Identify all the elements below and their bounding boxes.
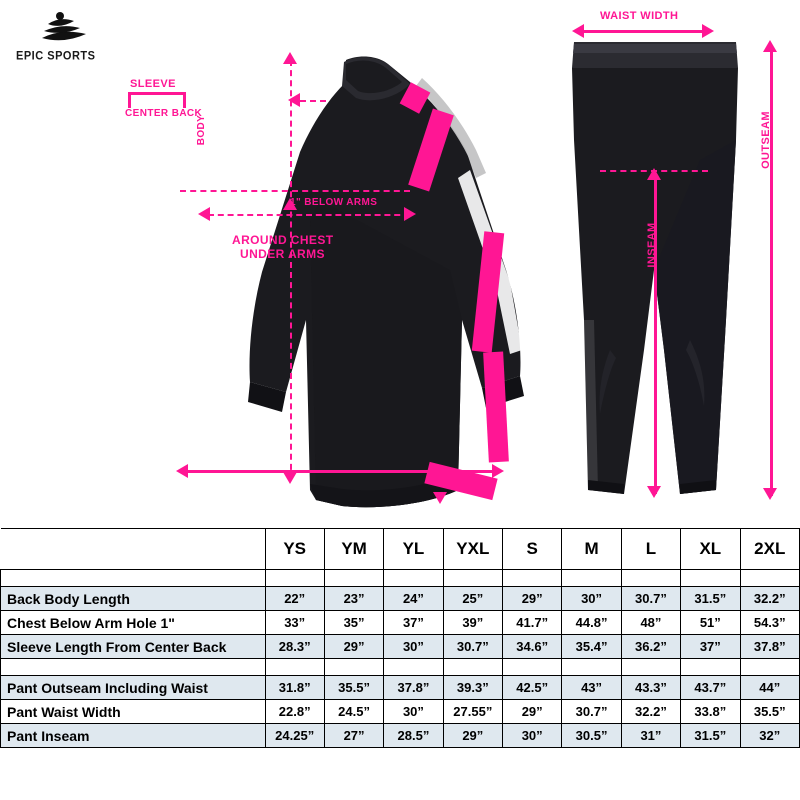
table-cell: 42.5” <box>503 676 562 700</box>
table-row <box>1 676 800 700</box>
spacer-cell <box>621 570 680 587</box>
logo-mark-icon <box>34 12 90 46</box>
spacer-cell <box>503 570 562 587</box>
sleeve-length-arrow-end <box>433 492 447 504</box>
table-cell: 22.8” <box>265 700 324 724</box>
table-row <box>1 724 800 748</box>
row-label: Pant Inseam <box>1 724 266 748</box>
spacer-cell <box>681 570 740 587</box>
back-body-length-arrow-bottom <box>283 472 297 484</box>
spacer-cell <box>384 659 443 676</box>
table-cell: 31.5” <box>681 587 740 611</box>
size-chart-table <box>0 528 800 748</box>
spacer-cell <box>681 659 740 676</box>
table-cell: 29” <box>503 700 562 724</box>
inseam-arrow-top <box>647 168 661 180</box>
spacer-cell <box>503 659 562 676</box>
table-cell: 43” <box>562 676 621 700</box>
table-cell: 27.55” <box>443 700 502 724</box>
table-spacer-row-middle <box>1 659 800 676</box>
spacer-cell <box>324 570 383 587</box>
table-cell: 30” <box>384 700 443 724</box>
spacer-cell <box>265 659 324 676</box>
back-body-length-line <box>290 60 292 480</box>
table-cell: 24.5” <box>324 700 383 724</box>
row-label: Chest Below Arm Hole 1" <box>1 611 266 635</box>
sleeve-bracket-left <box>128 92 131 108</box>
table-cell: 29” <box>324 635 383 659</box>
waist-width-label: WAIST WIDTH <box>600 10 679 22</box>
table-cell: 35.5” <box>324 676 383 700</box>
table-cell: 27” <box>324 724 383 748</box>
table-cell: 44” <box>740 676 800 700</box>
size-header-ym: YM <box>324 529 383 570</box>
outseam-arrow-top <box>763 40 777 52</box>
size-chart-header <box>1 529 800 570</box>
waist-width-arrow-right <box>702 24 714 38</box>
jacket-hem-arrow-left <box>176 464 188 478</box>
row-label: Pant Waist Width <box>1 700 266 724</box>
table-cell: 39.3” <box>443 676 502 700</box>
table-cell: 35.5” <box>740 700 800 724</box>
back-body-length-arrow-top <box>283 52 297 64</box>
row-label: Sleeve Length From Center Back <box>1 635 266 659</box>
spacer-cell <box>562 570 621 587</box>
table-cell: 43.7” <box>681 676 740 700</box>
table-spacer-row-top <box>1 570 800 587</box>
waist-width-line <box>582 30 708 33</box>
spacer-cell <box>384 570 443 587</box>
table-row <box>1 635 800 659</box>
jacket-hem-arrow-right <box>492 464 504 478</box>
size-header-s: S <box>503 529 562 570</box>
inseam-arrow-bottom <box>647 486 661 498</box>
table-cell: 24.25” <box>265 724 324 748</box>
table-cell: 30.7” <box>621 587 680 611</box>
table-cell: 30” <box>562 587 621 611</box>
size-header-l: L <box>621 529 680 570</box>
table-cell: 25” <box>443 587 502 611</box>
table-cell: 32.2” <box>621 700 680 724</box>
table-cell: 39” <box>443 611 502 635</box>
brand-name: EPIC SPORTS <box>16 49 96 63</box>
outseam-arrow-bottom <box>763 488 777 500</box>
jacket-graphic <box>110 20 530 528</box>
outseam-label: OUTSEAM <box>760 111 772 169</box>
table-cell: 37.8” <box>384 676 443 700</box>
table-row <box>1 587 800 611</box>
table-cell: 37.8” <box>740 635 800 659</box>
below-arms-line <box>180 190 410 192</box>
table-cell: 37” <box>384 611 443 635</box>
table-cell: 30.5” <box>562 724 621 748</box>
table-cell: 30.7” <box>443 635 502 659</box>
size-header-xl: XL <box>681 529 740 570</box>
table-cell: 37” <box>681 635 740 659</box>
table-row <box>1 700 800 724</box>
sleeve-bracket-top <box>128 92 186 95</box>
below-arms-label: 1" BELOW ARMS <box>290 197 378 208</box>
table-header-row <box>1 529 800 570</box>
table-cell: 28.3” <box>265 635 324 659</box>
table-cell: 29” <box>503 587 562 611</box>
table-cell: 30.7” <box>562 700 621 724</box>
spacer-cell <box>443 570 502 587</box>
chest-arrow-right <box>404 207 416 221</box>
spacer-cell <box>443 659 502 676</box>
waist-width-arrow-left <box>572 24 584 38</box>
table-cell: 34.6” <box>503 635 562 659</box>
chest-measure-line <box>208 214 410 216</box>
table-cell: 41.7” <box>503 611 562 635</box>
table-cell: 33.8” <box>681 700 740 724</box>
table-cell: 44.8” <box>562 611 621 635</box>
table-cell: 35” <box>324 611 383 635</box>
spacer-cell <box>621 659 680 676</box>
table-cell: 35.4” <box>562 635 621 659</box>
table-cell: 22” <box>265 587 324 611</box>
spacer-cell <box>562 659 621 676</box>
spacer-cell <box>740 570 800 587</box>
table-cell: 51” <box>681 611 740 635</box>
table-cell: 36.2” <box>621 635 680 659</box>
table-cell: 28.5” <box>384 724 443 748</box>
size-header-m: M <box>562 529 621 570</box>
center-back-label: CENTER BACK <box>125 108 203 119</box>
around-chest-label: AROUND CHEST <box>232 233 334 247</box>
table-cell: 24” <box>384 587 443 611</box>
spacer-cell <box>265 570 324 587</box>
size-header-2xl: 2XL <box>740 529 800 570</box>
row-label: Back Body Length <box>1 587 266 611</box>
table-corner-cell <box>1 529 266 570</box>
table-cell: 31.5” <box>681 724 740 748</box>
table-row <box>1 611 800 635</box>
table-cell: 29” <box>443 724 502 748</box>
size-header-ys: YS <box>265 529 324 570</box>
row-label: Pant Outseam Including Waist <box>1 676 266 700</box>
table-cell: 30” <box>503 724 562 748</box>
inseam-label: INSEAM <box>646 222 658 268</box>
table-cell: 48” <box>621 611 680 635</box>
spacer-cell <box>1 570 266 587</box>
under-arms-label: UNDER ARMS <box>240 247 325 261</box>
chest-arrow-left <box>198 207 210 221</box>
table-cell: 32” <box>740 724 800 748</box>
size-header-yxl: YXL <box>443 529 502 570</box>
sleeve-bracket-right <box>183 92 186 108</box>
spacer-cell <box>1 659 266 676</box>
table-cell: 54.3” <box>740 611 800 635</box>
spacer-cell <box>324 659 383 676</box>
table-cell: 43.3” <box>621 676 680 700</box>
table-cell: 31” <box>621 724 680 748</box>
table-cell: 32.2” <box>740 587 800 611</box>
back-body-top-tick-arrow <box>288 93 300 107</box>
body-label: BODY <box>196 114 207 146</box>
size-chart-body <box>1 570 800 748</box>
sleeve-label: SLEEVE <box>130 78 176 90</box>
spacer-cell <box>740 659 800 676</box>
table-cell: 30” <box>384 635 443 659</box>
table-cell: 31.8” <box>265 676 324 700</box>
table-cell: 23” <box>324 587 383 611</box>
table-cell: 33” <box>265 611 324 635</box>
size-header-yl: YL <box>384 529 443 570</box>
